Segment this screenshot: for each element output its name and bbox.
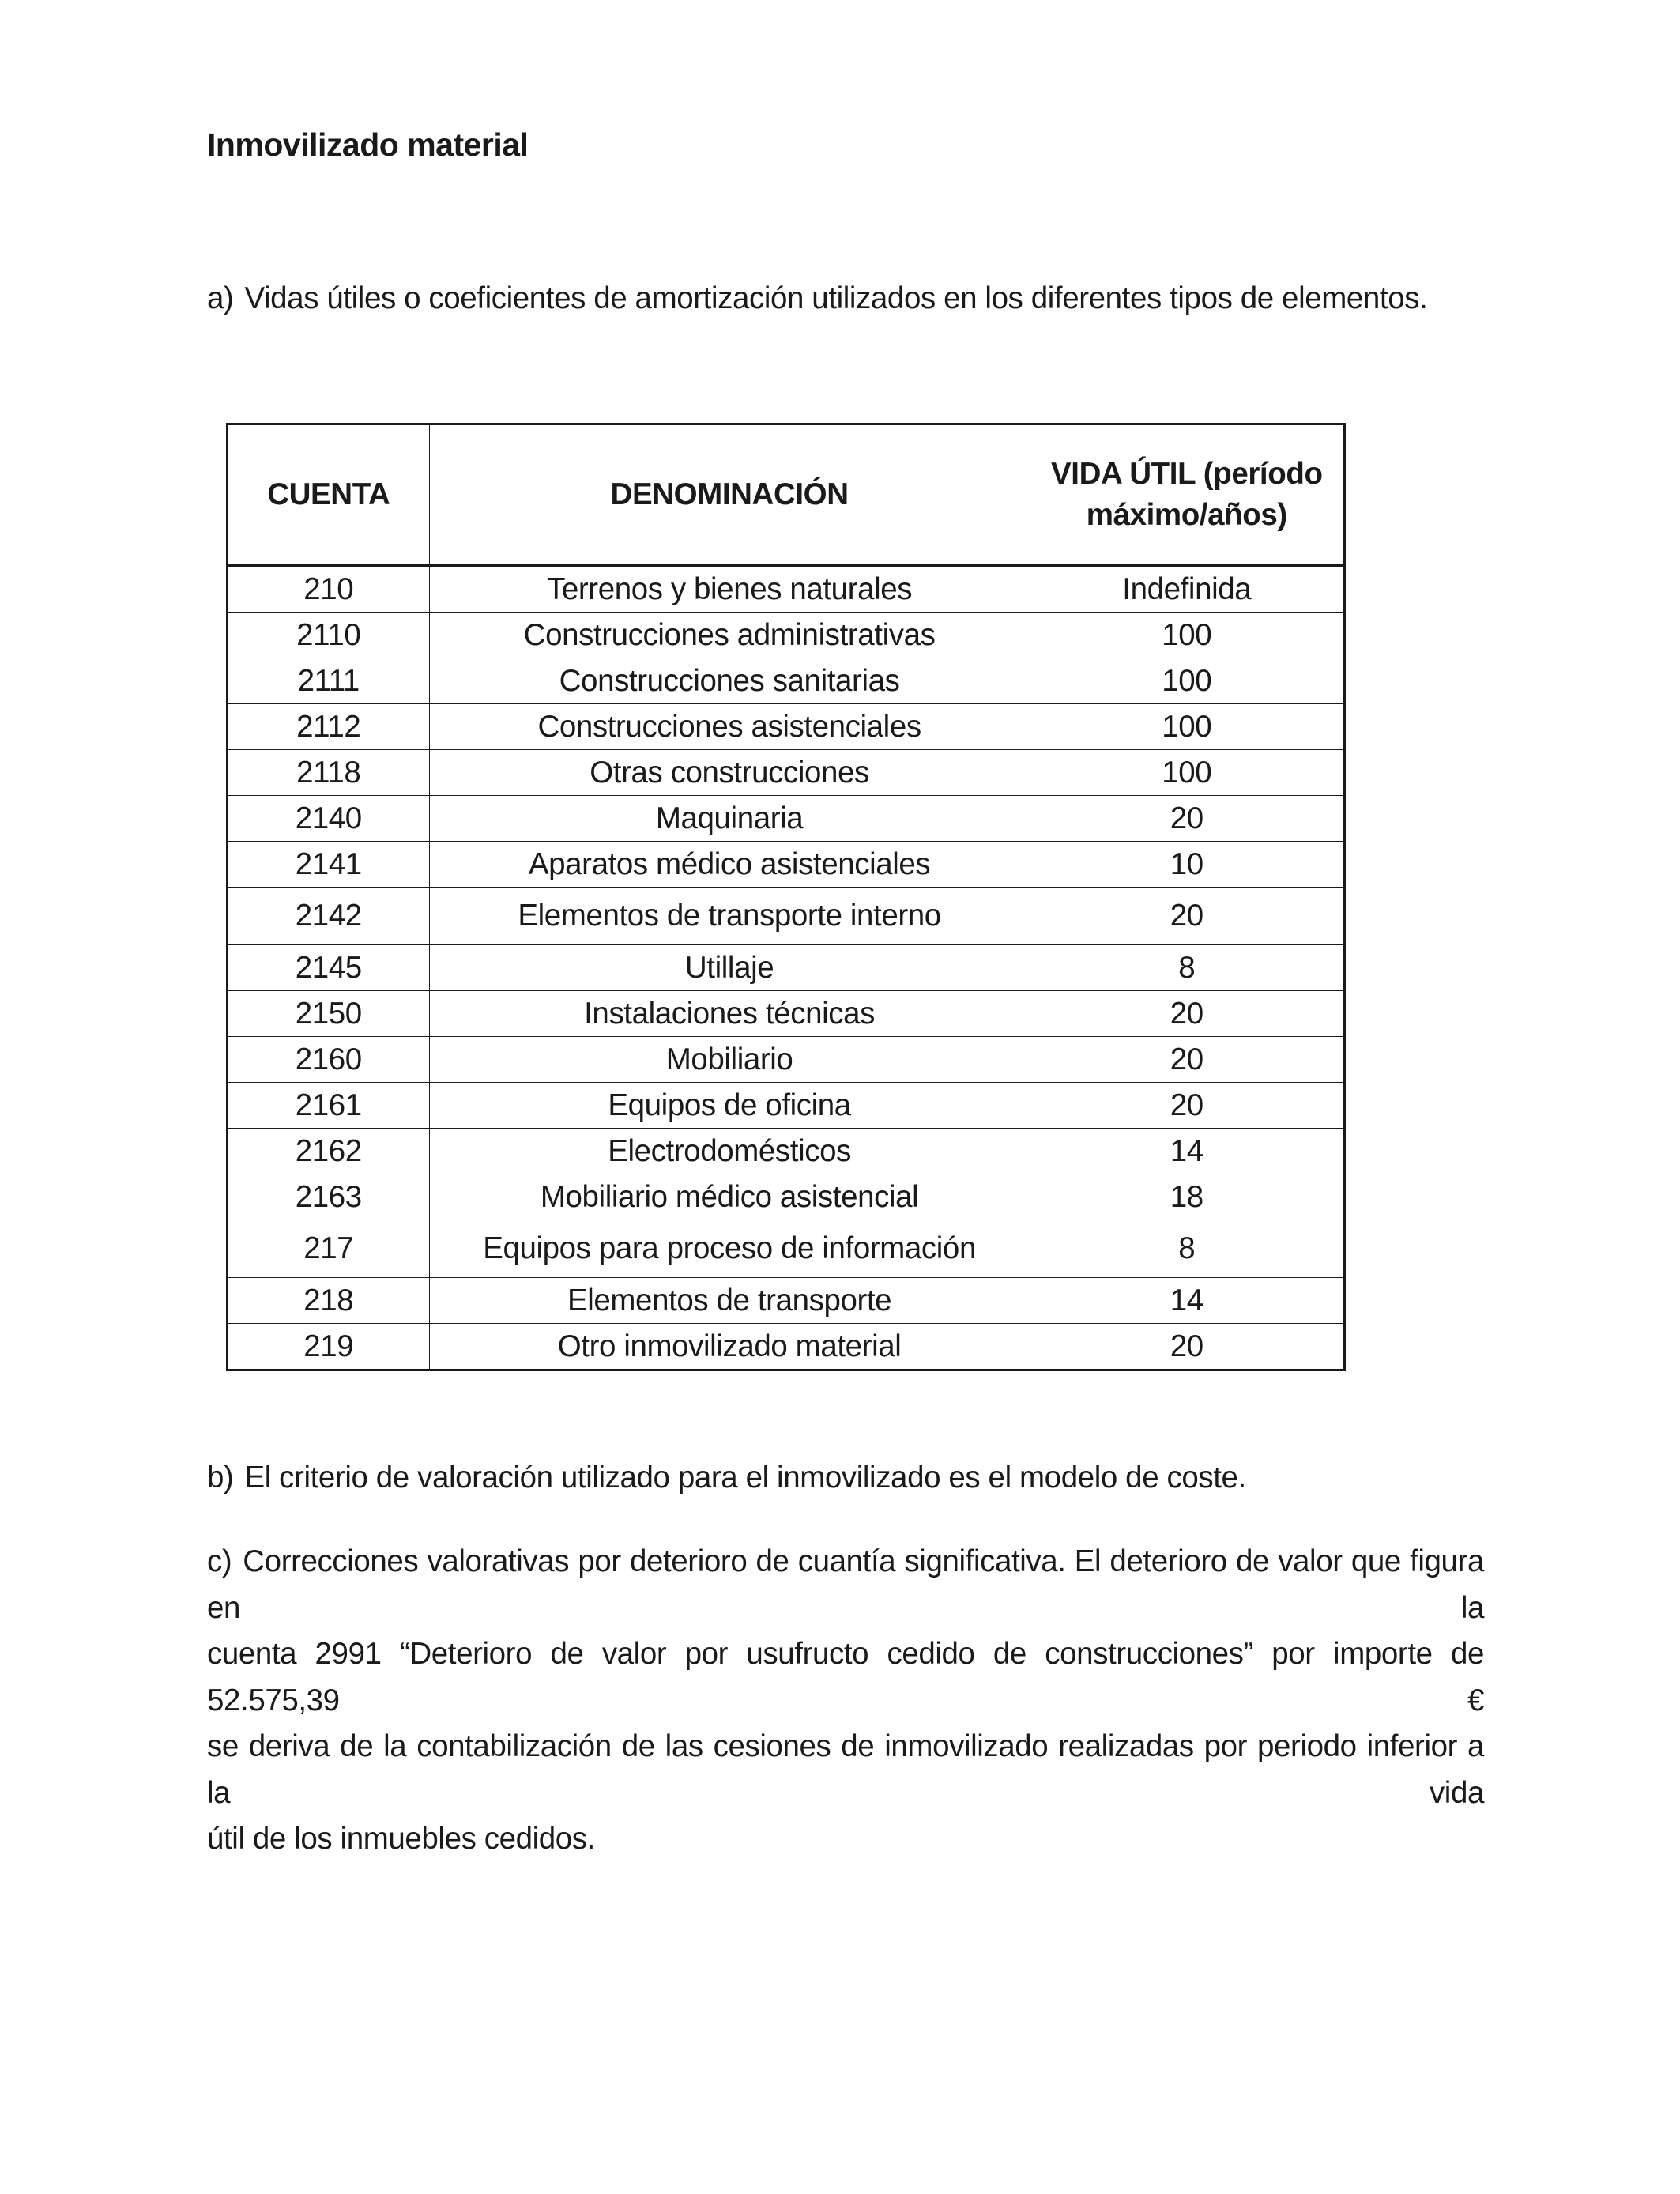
- cell-cuenta: 2142: [228, 888, 430, 945]
- table-row: [228, 750, 1345, 796]
- header-vida-util-line1: VIDA ÚTIL (período: [1051, 457, 1323, 491]
- cell-vida-util: 20: [1030, 1037, 1344, 1083]
- cell-cuenta: 217: [228, 1220, 430, 1278]
- cell-vida-util: 100: [1030, 613, 1344, 658]
- cell-vida-util: 14: [1030, 1278, 1344, 1324]
- section-a-marker: a): [207, 281, 234, 315]
- table-row: [228, 613, 1345, 658]
- cell-denominacion: Elementos de transporte: [429, 1278, 1030, 1324]
- cell-vida-util: 18: [1030, 1174, 1344, 1220]
- cell-denominacion: Electrodomésticos: [429, 1129, 1030, 1174]
- table-row: [228, 704, 1345, 750]
- table-row: [228, 991, 1345, 1037]
- table-row: [228, 658, 1345, 704]
- table-row: [228, 945, 1345, 991]
- table-row: [228, 842, 1345, 888]
- section-c-marker: c): [207, 1544, 232, 1578]
- cell-denominacion: Equipos para proceso de información: [429, 1220, 1030, 1278]
- cell-vida-util: 10: [1030, 842, 1344, 888]
- cell-cuenta: 210: [228, 566, 430, 613]
- cell-vida-util: 20: [1030, 991, 1344, 1037]
- table-row: [228, 1037, 1345, 1083]
- cell-denominacion: Aparatos médico asistenciales: [429, 842, 1030, 888]
- header-vida-util-line2: máximo/años): [1086, 498, 1287, 532]
- cell-cuenta: 2141: [228, 842, 430, 888]
- cell-cuenta: 2118: [228, 750, 430, 796]
- section-c-line1: Correcciones valorativas por deterioro de cuantía significativa. El deterioro de valor que figura en la: [207, 1544, 1484, 1625]
- cell-denominacion: Construcciones sanitarias: [429, 658, 1030, 704]
- cell-cuenta: 2145: [228, 945, 430, 991]
- cell-vida-util: 100: [1030, 704, 1344, 750]
- section-c-line3: se deriva de la contabilización de las cesiones de inmovilizado realizadas por periodo inferior a la vida: [207, 1729, 1484, 1810]
- section-a-paragraph: [207, 276, 1484, 322]
- cell-vida-util: 20: [1030, 1083, 1344, 1129]
- cell-vida-util: 100: [1030, 658, 1344, 704]
- cell-vida-util: 20: [1030, 1324, 1344, 1370]
- cell-vida-util: 14: [1030, 1129, 1344, 1174]
- cell-cuenta: 218: [228, 1278, 430, 1324]
- cell-cuenta: 2160: [228, 1037, 430, 1083]
- section-b-paragraph: [207, 1455, 1484, 1502]
- table-row: [228, 566, 1345, 613]
- cell-cuenta: 2162: [228, 1129, 430, 1174]
- table-row: [228, 888, 1345, 945]
- section-b-marker: b): [207, 1461, 234, 1495]
- useful-life-table: [226, 423, 1346, 1371]
- cell-denominacion: Construcciones asistenciales: [429, 704, 1030, 750]
- header-vida-util: [1030, 424, 1344, 566]
- cell-denominacion: Utillaje: [429, 945, 1030, 991]
- cell-denominacion: Otro inmovilizado material: [429, 1324, 1030, 1370]
- cell-cuenta: 2140: [228, 796, 430, 842]
- section-b-text: El criterio de valoración utilizado para el inmovilizado es el modelo de coste.: [244, 1461, 1246, 1495]
- cell-vida-util: 20: [1030, 796, 1344, 842]
- table-header-row: [228, 424, 1345, 566]
- cell-denominacion: Elementos de transporte interno: [429, 888, 1030, 945]
- section-c-line4: útil de los inmuebles cedidos.: [207, 1822, 595, 1856]
- cell-cuenta: 2110: [228, 613, 430, 658]
- table-row: [228, 1324, 1345, 1370]
- cell-denominacion: Instalaciones técnicas: [429, 991, 1030, 1037]
- header-denominacion: DENOMINACIÓN: [429, 424, 1030, 566]
- table-row: [228, 1278, 1345, 1324]
- cell-cuenta: 2112: [228, 704, 430, 750]
- cell-denominacion: Mobiliario médico asistencial: [429, 1174, 1030, 1220]
- cell-vida-util: 20: [1030, 888, 1344, 945]
- table-row: [228, 796, 1345, 842]
- cell-vida-util: 100: [1030, 750, 1344, 796]
- cell-cuenta: 2161: [228, 1083, 430, 1129]
- table-row: [228, 1174, 1345, 1220]
- cell-cuenta: 2111: [228, 658, 430, 704]
- cell-vida-util: 8: [1030, 945, 1344, 991]
- cell-vida-util: 8: [1030, 1220, 1344, 1278]
- table-row: [228, 1083, 1345, 1129]
- cell-denominacion: Construcciones administrativas: [429, 613, 1030, 658]
- cell-cuenta: 2163: [228, 1174, 430, 1220]
- table-row: [228, 1129, 1345, 1174]
- cell-denominacion: Otras construcciones: [429, 750, 1030, 796]
- cell-denominacion: Terrenos y bienes naturales: [429, 566, 1030, 613]
- page-title: Inmovilizado material: [207, 126, 529, 163]
- cell-cuenta: 219: [228, 1324, 430, 1370]
- cell-denominacion: Mobiliario: [429, 1037, 1030, 1083]
- section-a-text: Vidas útiles o coeficientes de amortización utilizados en los diferentes tipos de elementos.: [244, 281, 1428, 315]
- cell-vida-util: Indefinida: [1030, 566, 1344, 613]
- cell-denominacion: Maquinaria: [429, 796, 1030, 842]
- cell-denominacion: Equipos de oficina: [429, 1083, 1030, 1129]
- section-c-line: [207, 1539, 1484, 1631]
- cell-cuenta: 2150: [228, 991, 430, 1037]
- table-row: [228, 1220, 1345, 1278]
- section-c-paragraph: [207, 1539, 1484, 1863]
- section-c-line2: cuenta 2991 “Deterioro de valor por usufructo cedido de construcciones” por importe de 52.575,39 €: [207, 1637, 1484, 1717]
- header-cuenta: CUENTA: [228, 424, 430, 566]
